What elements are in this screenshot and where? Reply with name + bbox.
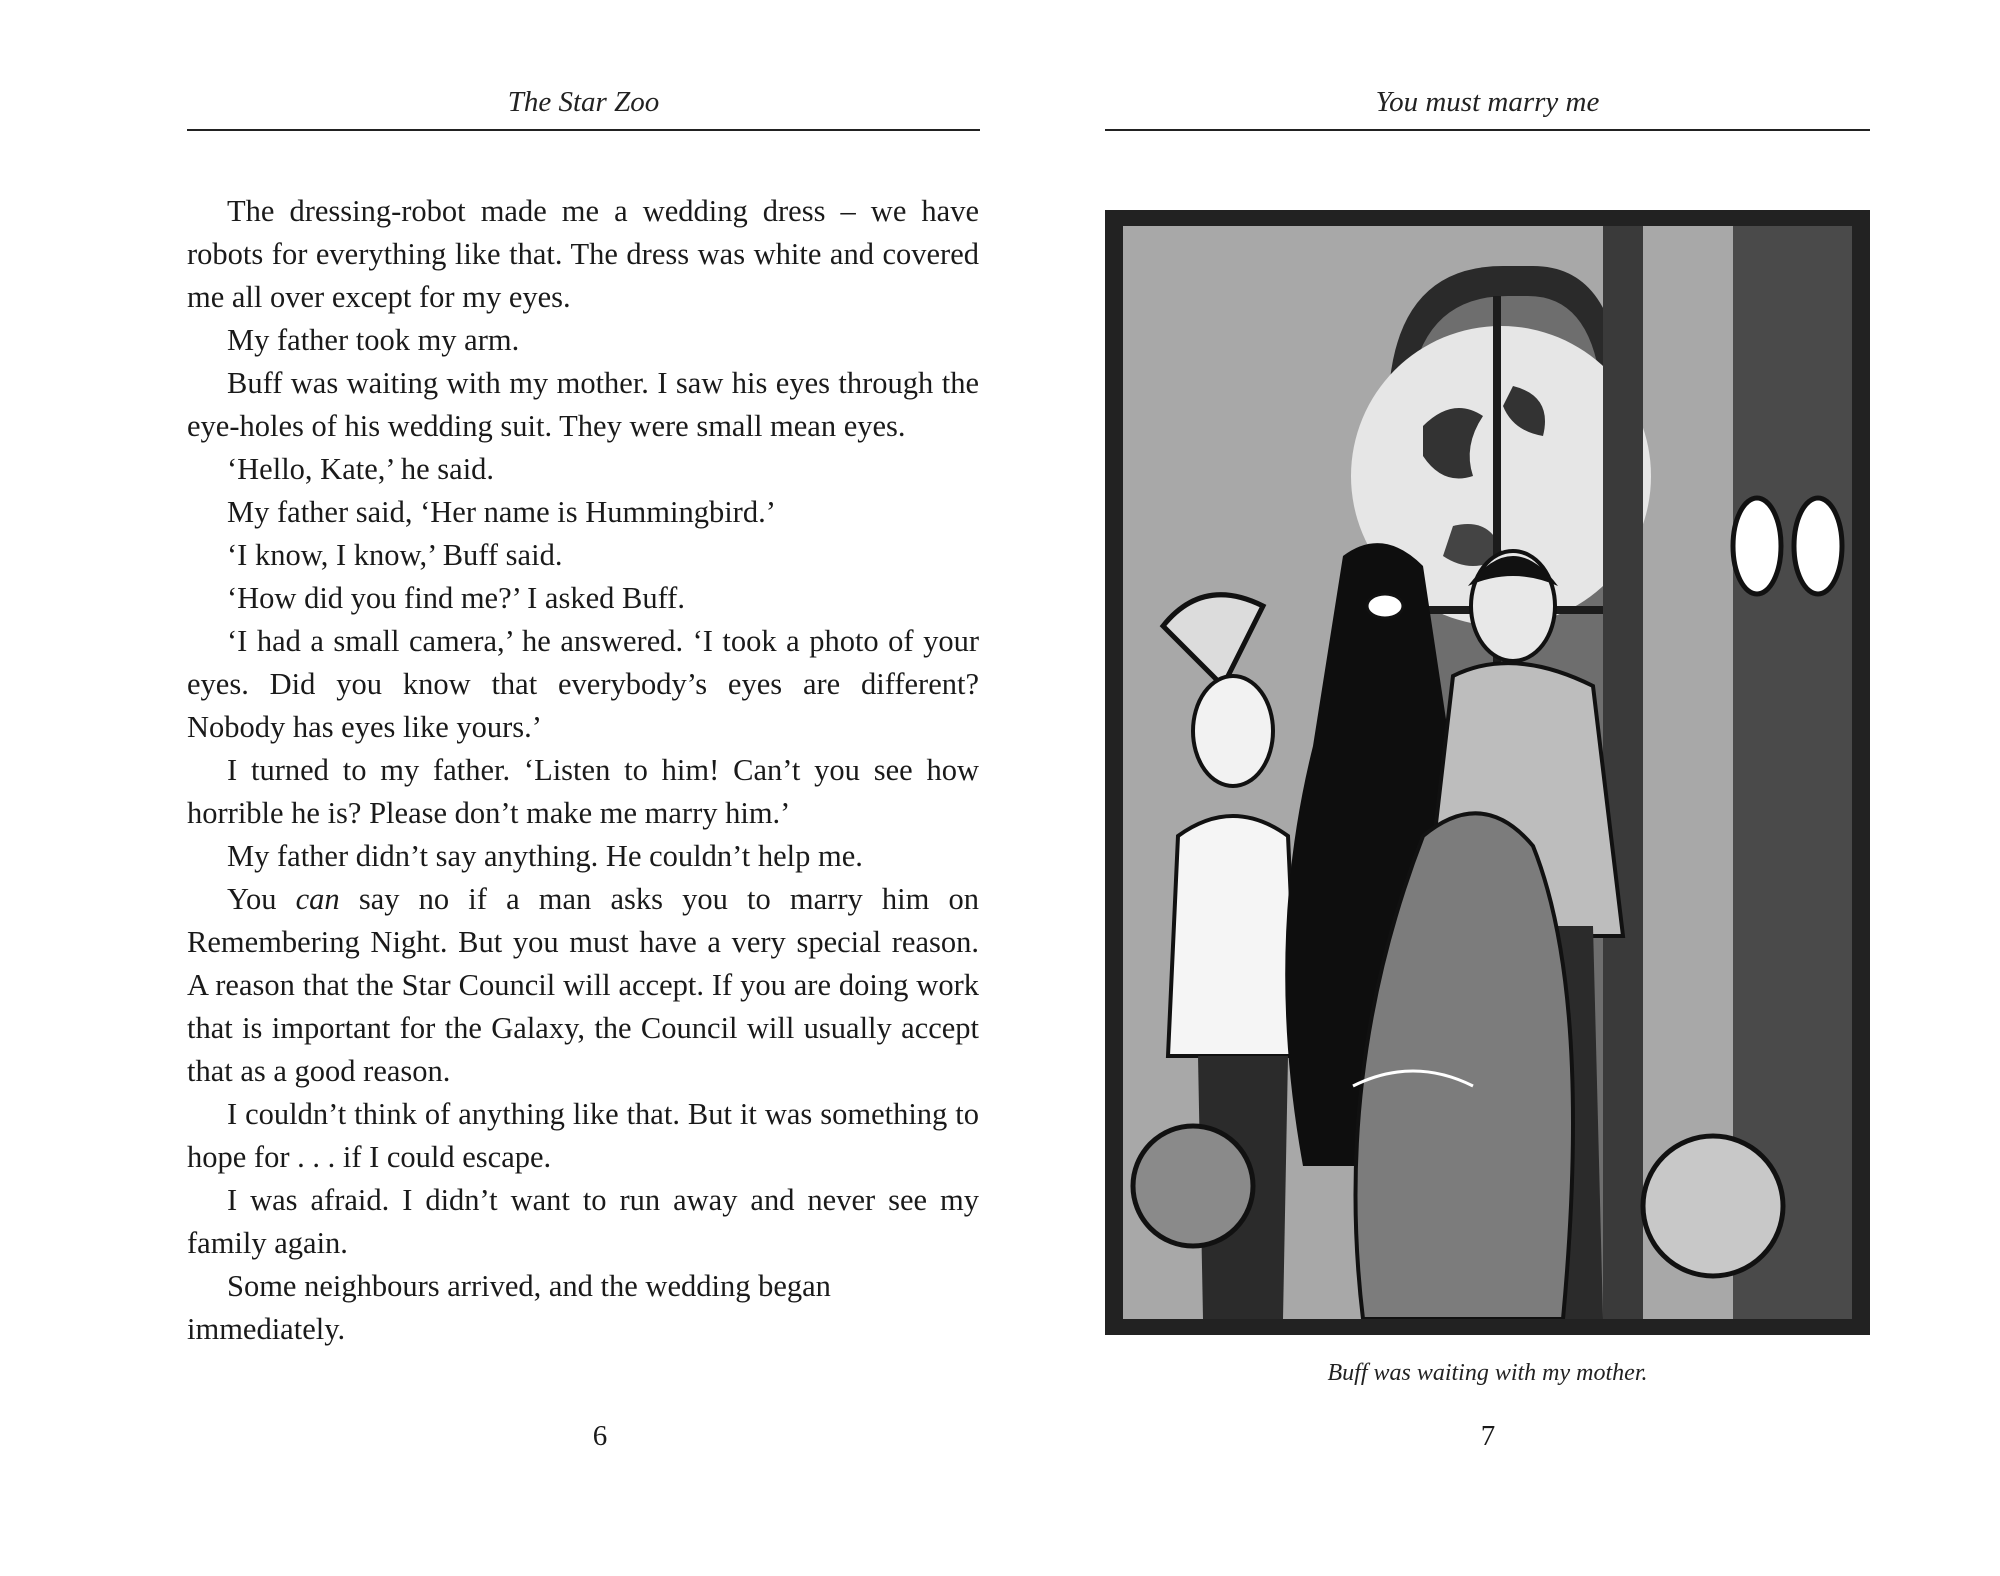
emphasis-word: can	[295, 882, 340, 916]
paragraph: My father said, ‘Her name is Hummingbird.’	[227, 495, 776, 529]
header-rule-right	[1105, 129, 1870, 131]
paragraph: My father took my arm.	[227, 323, 520, 357]
illustration-art	[1123, 226, 1852, 1319]
page-number-right: 7	[1480, 1420, 1496, 1452]
figure-caption: Buff was waiting with my mother.	[1327, 1360, 1648, 1386]
paragraph-text: say no if a man asks you to marry him on Remembering Night. But you must have a very special reason. A reason that the Star Council will accept. If you are doing work that is important for the Galaxy, the Council will usually accept that as a good reason.	[187, 882, 980, 1088]
paragraph: ‘Hello, Kate,’ he said.	[227, 452, 495, 486]
right-page	[1000, 0, 2000, 1576]
paragraph: The dressing-robot made me a wedding dress – we have robots for everything like that. The dress was white and covered me all over except for my eyes.	[187, 194, 979, 314]
paragraph: Buff was waiting with my mother. I saw his eyes through the eye-holes of his wedding suit. They were small mean eyes.	[187, 366, 979, 443]
header-rule-left	[187, 129, 980, 131]
illustration	[1123, 226, 1852, 1319]
page-number-left: 6	[592, 1420, 608, 1452]
paragraph: ‘I had a small camera,’ he answered. ‘I took a photo of your eyes. Did you know that everybody’s eyes are different? Nobody has eyes like yours.’	[187, 624, 979, 744]
paragraph: ‘How did you find me?’ I asked Buff.	[227, 581, 685, 615]
paragraph: ‘I know, I know,’ Buff said.	[227, 538, 563, 572]
paragraph: I turned to my father. ‘Listen to him! Can’t you see how horrible he is? Please don’t make me marry him.’	[187, 753, 979, 830]
paragraph-emphasis	[187, 878, 979, 1093]
illustration-frame	[1105, 210, 1870, 1335]
paragraph: I was afraid. I didn’t want to run away and never see my family again.	[187, 1183, 979, 1260]
paragraph: My father didn’t say anything. He couldn’t help me.	[227, 839, 863, 873]
running-head-left: The Star Zoo	[507, 86, 660, 118]
paragraph: Some neighbours arrived, and the wedding began immediately.	[187, 1269, 831, 1346]
body-text	[187, 190, 979, 1351]
paragraph-text: You	[227, 882, 296, 916]
running-head-right: You must marry me	[1375, 86, 1600, 118]
paragraph: I couldn’t think of anything like that. But it was something to hope for . . . if I could escape.	[187, 1097, 979, 1174]
